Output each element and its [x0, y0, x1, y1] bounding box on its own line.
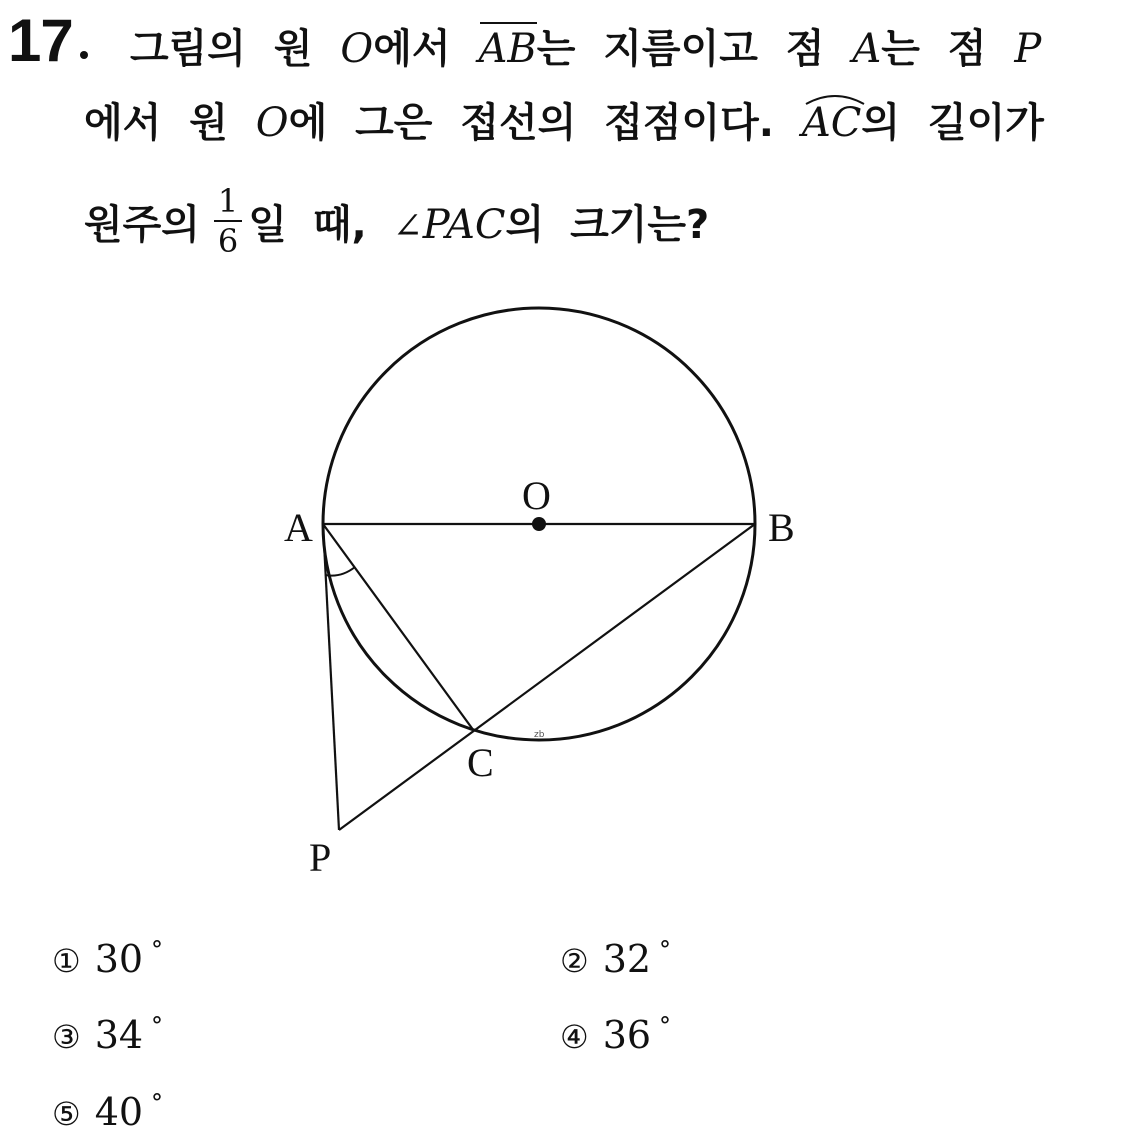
text: 는 지름이고 점: [536, 26, 853, 72]
text: 에서 원: [84, 100, 256, 146]
choice-3[interactable]: [52, 1001, 163, 1062]
choice-marker: ③: [52, 1018, 81, 1056]
math-circle-o: O: [340, 26, 374, 72]
choice-value: 30: [94, 937, 144, 981]
label-c: C: [467, 740, 494, 785]
choice-4[interactable]: [560, 1001, 671, 1062]
degree-unit: °: [659, 936, 672, 964]
watermark-text: zb: [534, 730, 545, 740]
choice-value: 34: [94, 1013, 144, 1057]
fraction-numerator: 1: [214, 184, 242, 222]
math-point-p: P: [1014, 26, 1042, 72]
choice-marker: ⑤: [52, 1095, 81, 1133]
degree-unit: °: [151, 1012, 164, 1040]
text: 의 길이가: [861, 100, 1044, 146]
choice-marker: ②: [560, 942, 589, 980]
label-o: O: [522, 473, 551, 518]
tangent-ap: [323, 524, 339, 830]
choice-marker: ①: [52, 942, 81, 980]
math-angle-pac: PAC: [422, 202, 506, 248]
choice-value: 40: [94, 1090, 144, 1134]
choice-1[interactable]: [52, 925, 163, 986]
label-p: P: [309, 835, 332, 880]
chord-ac: [323, 524, 474, 731]
math-circle-o: O: [255, 100, 289, 146]
angle-symbol: ∠: [392, 206, 423, 247]
choice-5[interactable]: [52, 1078, 163, 1139]
text: 는 점: [881, 26, 1015, 72]
math-arc-ac-label: AC: [801, 100, 862, 146]
choice-2[interactable]: [560, 925, 671, 986]
center-point-o: [532, 517, 546, 531]
degree-unit: °: [659, 1012, 672, 1040]
choice-value: 32: [602, 937, 652, 981]
choice-value: 36: [602, 1013, 652, 1057]
text: 원주의: [84, 202, 200, 248]
text: 의 크기는?: [505, 202, 710, 248]
math-segment-ab: AB: [478, 20, 536, 74]
text: 에서: [373, 26, 479, 72]
text: 일 때,: [248, 202, 393, 248]
degree-unit: °: [151, 936, 164, 964]
label-b: B: [768, 505, 795, 550]
question-number: 17: [8, 7, 73, 74]
choice-marker: ④: [560, 1018, 589, 1056]
text: 에 그은 접선의 접점이다.: [288, 100, 802, 146]
degree-unit: °: [151, 1089, 164, 1117]
fraction-denominator: 6: [217, 222, 239, 260]
text: 그림의 원: [130, 26, 341, 72]
math-point-a: A: [852, 26, 882, 72]
label-a: A: [284, 505, 313, 550]
